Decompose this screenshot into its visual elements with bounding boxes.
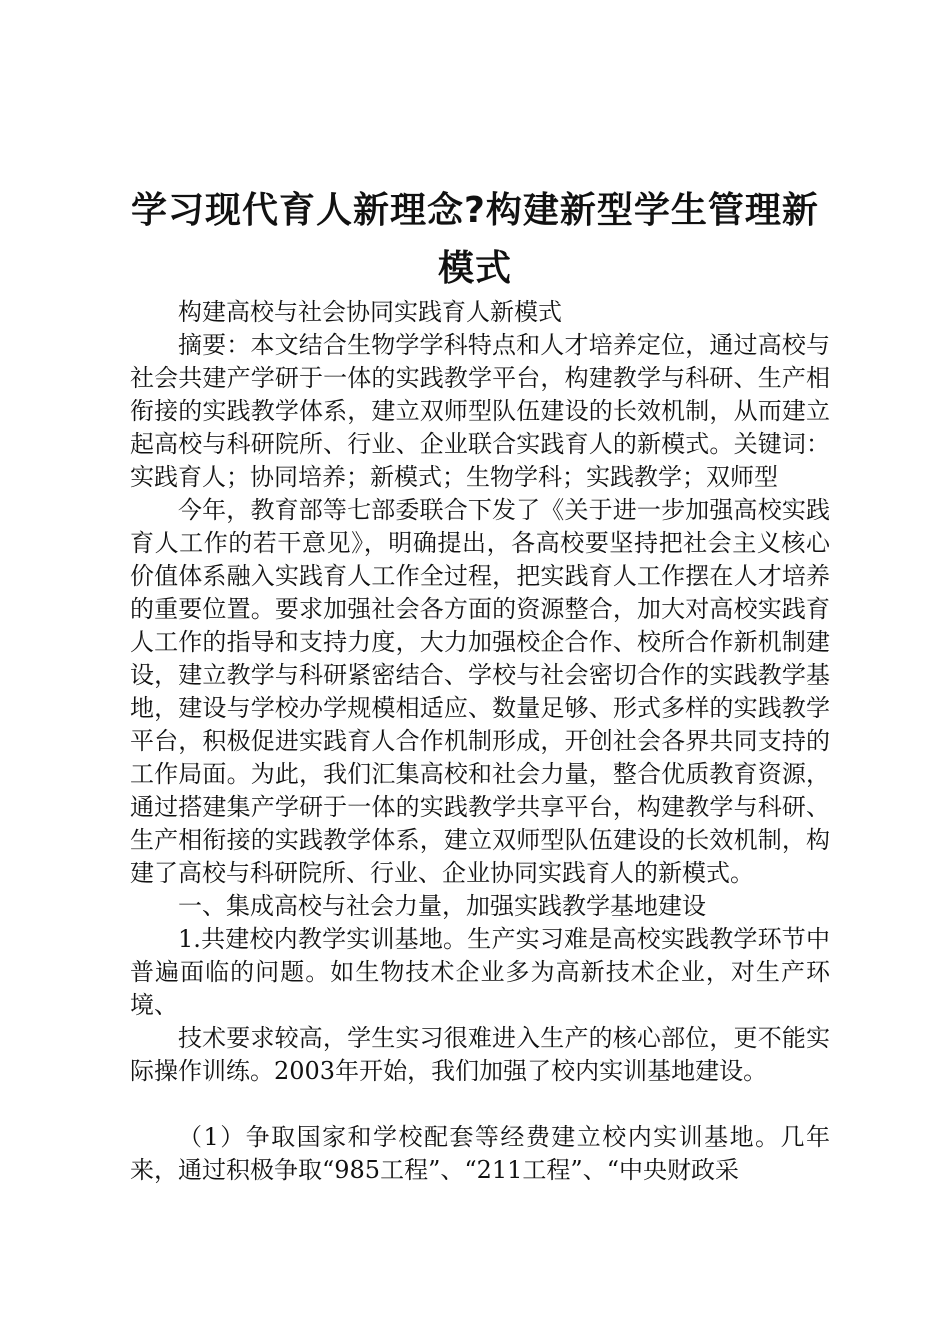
body-paragraph: 技术要求较高，学生实习很难进入生产的核心部位，更不能实际操作训练。2003年开始，我们加强了校内实训基地建设。 <box>130 1024 830 1085</box>
document-title: 学习现代育人新理念?构建新型学生管理新模式 <box>131 190 819 289</box>
subtitle-paragraph: 构建高校与社会协同实践育人新模式 <box>178 298 562 326</box>
intro-paragraph: 今年，教育部等七部委联合下发了《关于进一步加强高校实践育人工作的若干意见》，明确提出，各高校要坚持把社会主义核心价值体系融入实践育人工作全过程，把实践育人工作摆在人才培养的重要位置。要求加强社会各方面的资源整合，加大对高校实践育人工作的指导和支持力度，大力加强校企合作、校所合作新机制建设，建立教学与科研紧密结合、学校与社会密切合作的实践教学基地，建设与学校办学规模相适应、数量足够、形式多样的实践教学平台，积极促进实践育人合作机制形成，开创社会各界共同支持的工作局面。为此，我们汇集高校和社会力量，整合优质教育资源，通过搭建集产学研于一体的实践教学共享平台，构建教学与科研、生产相衔接的实践教学体系，建立双师型队伍建设的长效机制，构建了高校与科研院所、行业、企业协同实践育人的新模式。 <box>130 496 830 887</box>
section-heading: 一、集成高校与社会力量，加强实践教学基地建设 <box>178 892 706 920</box>
document-body <box>130 296 830 1187</box>
abstract-paragraph: 摘要：本文结合生物学学科特点和人才培养定位，通过高校与社会共建产学研于一体的实践教学平台，构建教学与科研、生产相衔接的实践教学体系，建立双师型队伍建设的长效机制，从而建立起高校与科研院所、行业、企业联合实践育人的新模式。关键词：实践育人；协同培养；新模式；生物学科；实践教学；双师型 <box>130 331 830 491</box>
body-paragraph: （1）争取国家和学校配套等经费建立校内实训基地。几年来，通过积极争取“985工程”、“211工程”、“中央财政采 <box>130 1123 830 1184</box>
body-paragraph: 1.共建校内教学实训基地。生产实习难是高校实践教学环节中普遍面临的问题。如生物技术企业多为高新技术企业，对生产环境、 <box>130 925 830 1019</box>
